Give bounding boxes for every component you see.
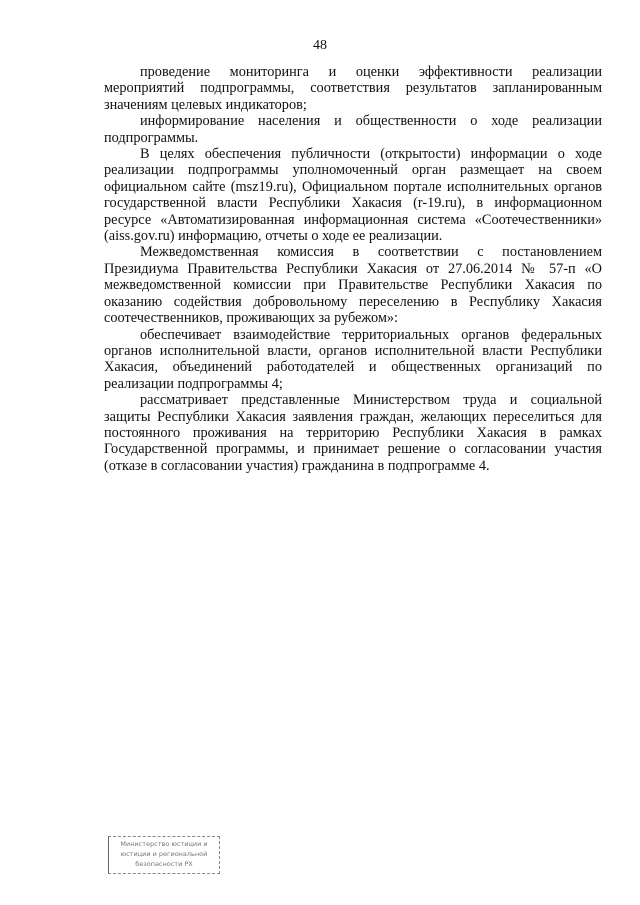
stamp-line: Министерство юстиции и xyxy=(120,840,208,848)
paragraph: рассматривает представленные Министерством труда и социальной защиты Республики Хакасия заявления граждан, желающих переселиться для постоянного проживания на территорию Республики Хакасия в рамках Государственной программы, и принимает решение о согласовании участия (отказе в согласовании участия) гражданина в подпрограмме 4. xyxy=(104,392,602,474)
paragraph: обеспечивает взаимодействие территориальных органов федеральных органов исполнительной власти, органов исполнительной власти Республики Хакасия, объединений работодателей и общественных организаций по реализации подпрограммы 4; xyxy=(104,326,602,392)
paragraph: проведение мониторинга и оценки эффективности реализации мероприятий подпрограммы, соответствия результатов запланированным значениям целевых индикаторов; xyxy=(104,64,602,113)
stamp-line: безопасности РХ xyxy=(135,860,193,868)
paragraph: информирование населения и общественности о ходе реализации подпрограммы. xyxy=(104,113,602,146)
registration-stamp xyxy=(108,836,220,874)
document-body xyxy=(104,64,602,474)
paragraph: В целях обеспечения публичности (открытости) информации о ходе реализации подпрограммы уполномоченный орган размещает на своем официальном сайте (msz19.ru), Официальном портале исполнительных органов государственной власти Республики Хакасия (r-19.ru), в информационном ресурсе «Автоматизированная информационная система «Соотечественники» (aiss.gov.ru) информацию, отчеты о ходе ее реализации. xyxy=(104,146,602,245)
stamp-line: юстиции и региональной xyxy=(120,850,208,858)
page-number: 48 xyxy=(313,38,327,53)
paragraph: Межведомственная комиссия в соответствии с постановлением Президиума Правительства Республики Хакасия от 27.06.2014 № 57-п «О межведомственной комиссии при Правительстве Республики Хакасия по оказанию содействия добровольному переселению в Республику Хакасия соотечественников, проживающих за рубежом»: xyxy=(104,244,602,327)
